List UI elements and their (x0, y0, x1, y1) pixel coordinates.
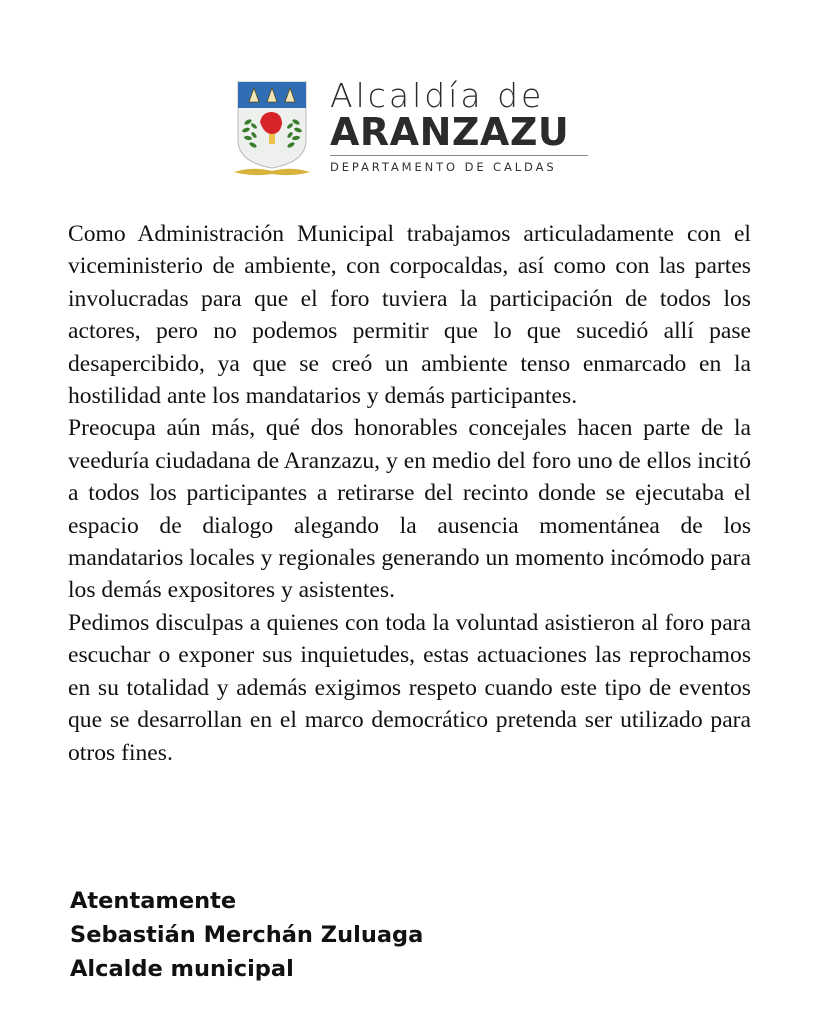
title-department: DEPARTAMENTO DE CALDAS (330, 160, 557, 174)
letterhead (232, 78, 592, 182)
signature-role: Alcalde municipal (70, 956, 294, 982)
signature-closing: Atentamente (70, 888, 237, 914)
statement-body (68, 218, 751, 769)
paragraph-3: Pedimos disculpas a quienes con toda la voluntad asistieron al foro para escuchar o exponer sus inquietudes, estas actuaciones las reprochamos en su totalidad y además exigimos respeto cuando este tipo de eventos que se desarrollan en el marco democrático pretenda ser utilizado para otros fines. (68, 609, 751, 766)
paragraph-2: Preocupa aún más, qué dos honorables concejales hacen parte de la veeduría ciudadana de Aranzazu, y en medio del foro uno de ellos incitó a todos los participantes a retirarse del recinto donde se ejecutaba el espacio de dialogo alegando la ausencia momentánea de los mandatarios locales y regionales generando un momento incómodo para los demás expositores y asistentes. (68, 415, 751, 604)
title-alcaldia: Alcaldía de (330, 76, 545, 115)
title-divider (330, 155, 588, 156)
paragraph-1: Como Administración Municipal trabajamos articuladamente con el viceministerio de ambiente, con corpocaldas, así como con las partes involucradas para que el foro tuviera la participación de todos los actores, pero no podemos permitir que lo que sucedió allí pase desapercibido, ya que se creó un ambiente tenso enmarcado en la hostilidad ante los mandatarios y demás participantes. (68, 221, 751, 410)
municipal-coat-of-arms-icon (232, 78, 312, 178)
municipality-title (330, 78, 592, 174)
signature-name: Sebastián Merchán Zuluaga (70, 922, 424, 948)
signature-block (70, 884, 423, 986)
title-municipality-name: ARANZAZU (330, 110, 570, 154)
